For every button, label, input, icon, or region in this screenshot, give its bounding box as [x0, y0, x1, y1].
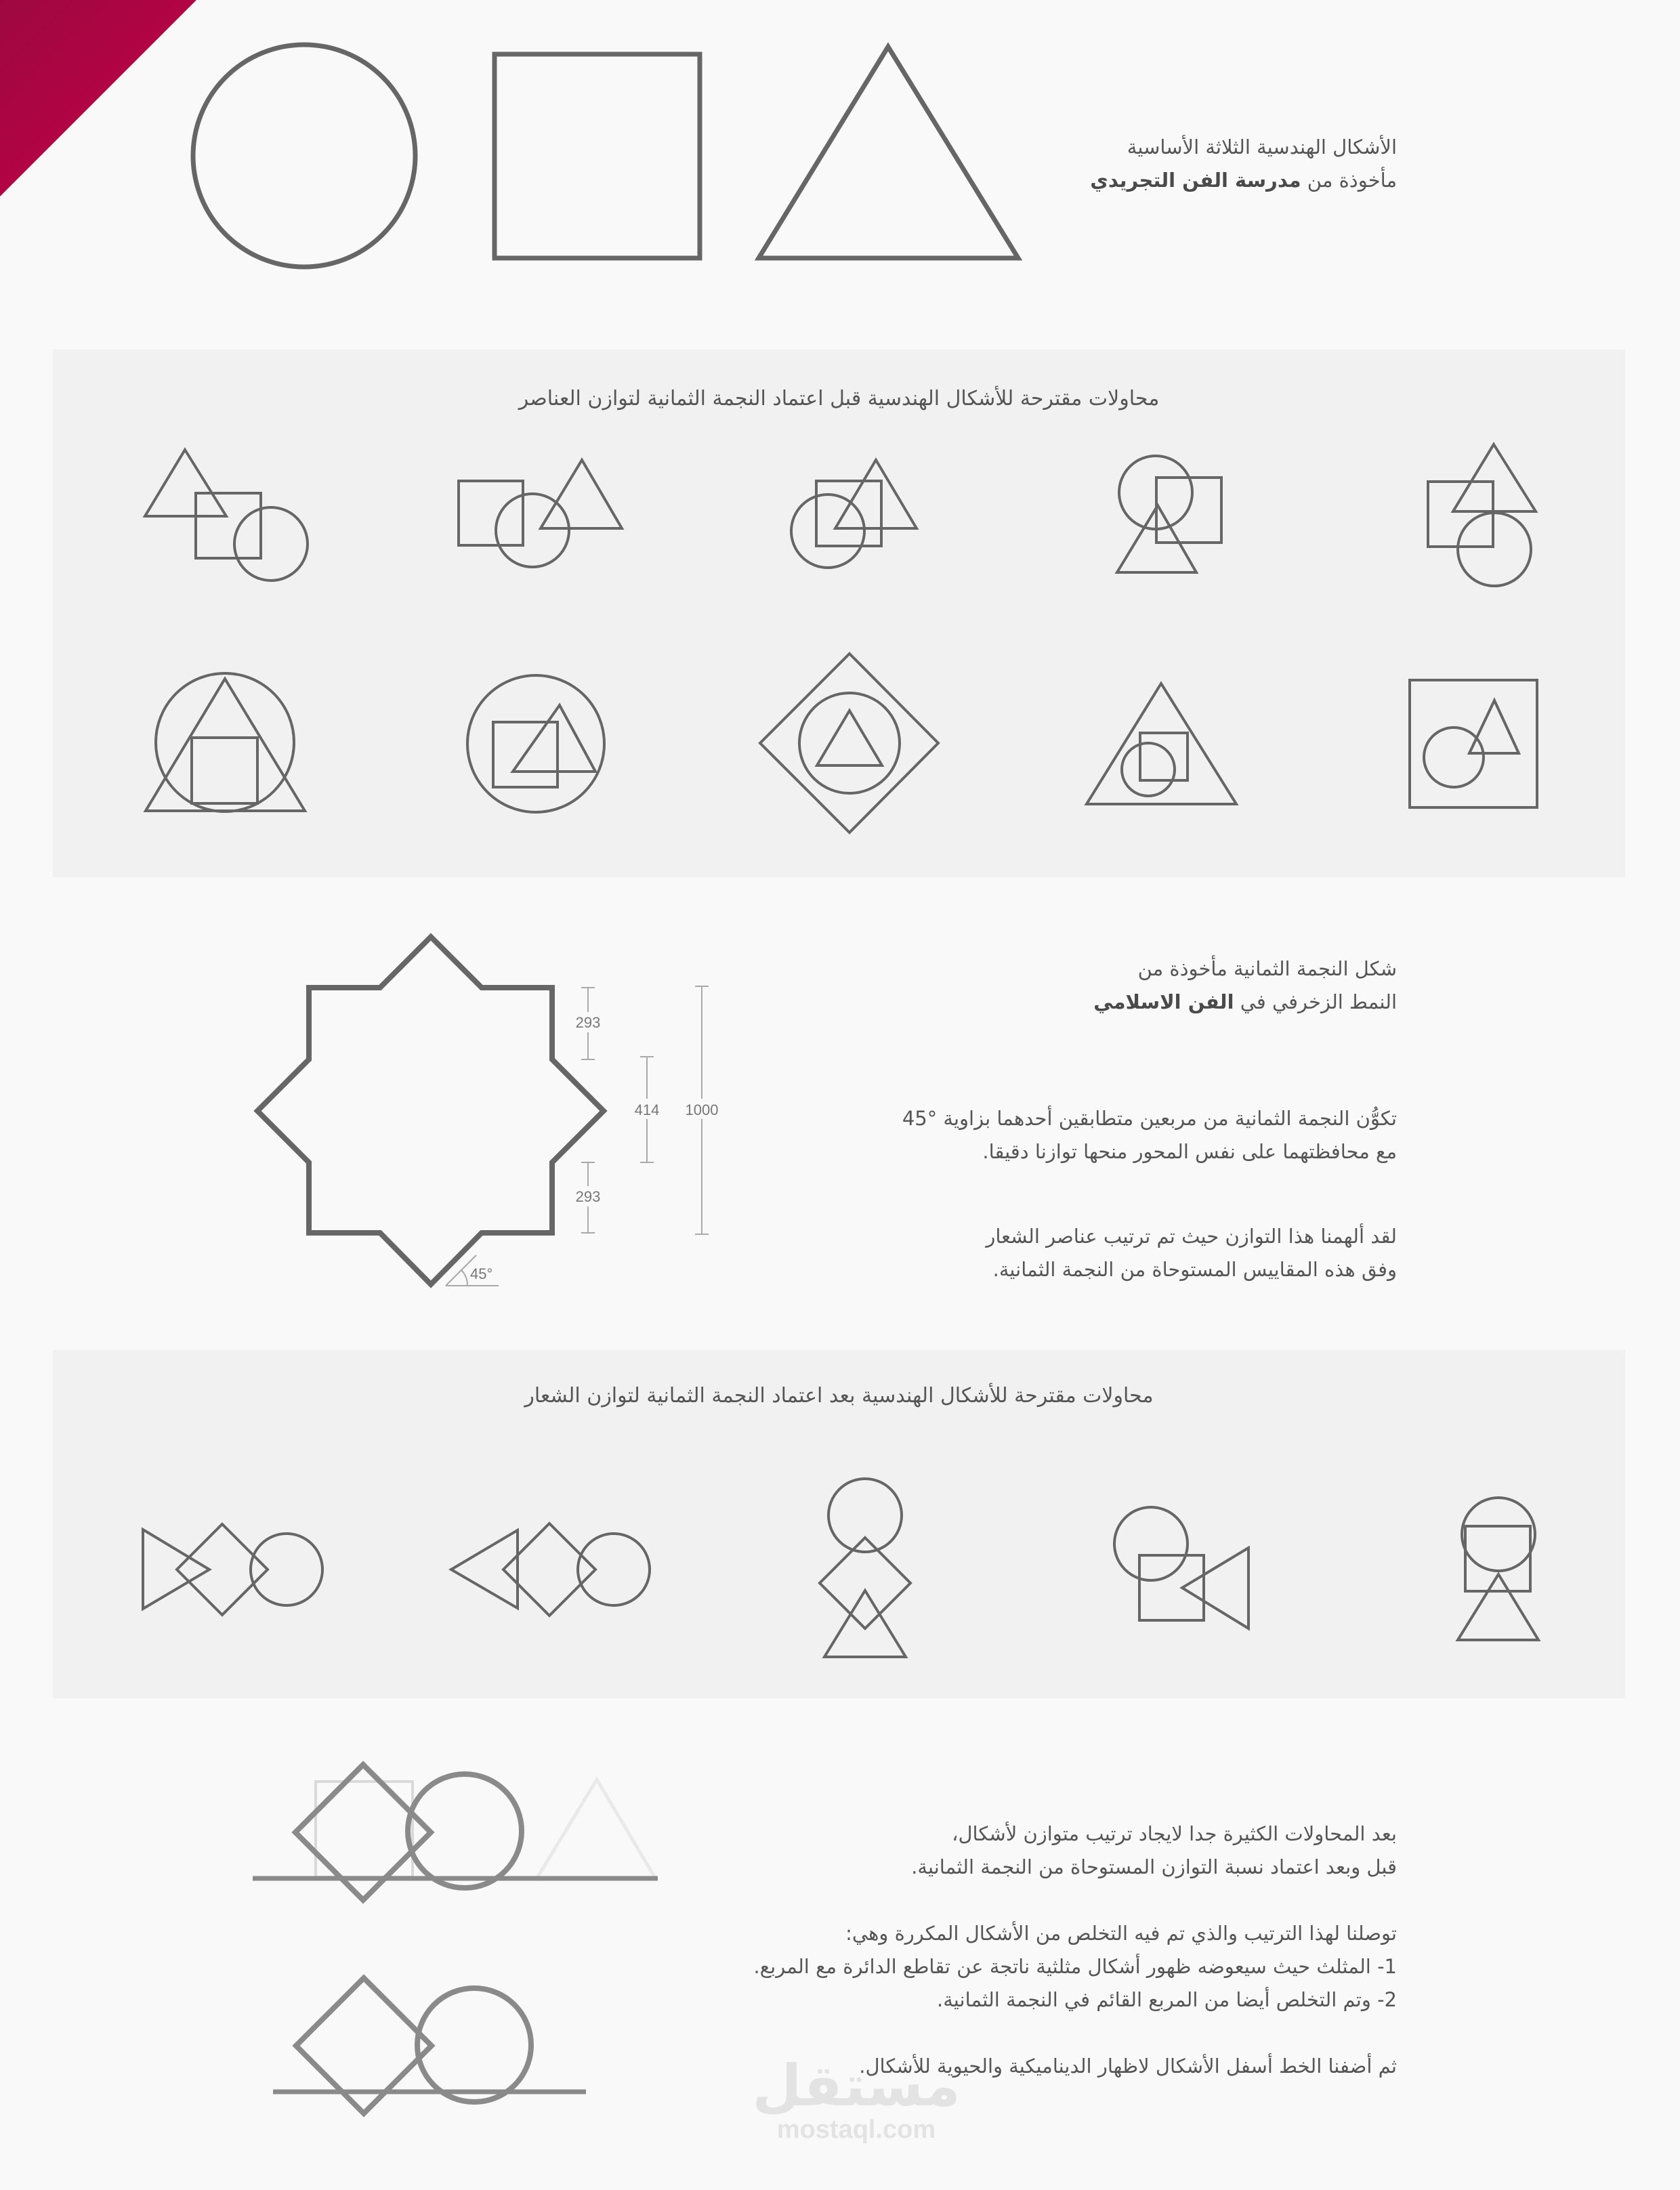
conclusion-line-1: بعد المحاولات الكثيرة جدا لايجاد ترتيب متوازن لأشكال،: [952, 1822, 1397, 1845]
star-para2-line-2: مع محافظتهما على نفس المحور منحها توازنا دقيقا.: [982, 1140, 1397, 1163]
dim-bottom-label: 293: [575, 1188, 601, 1205]
panel-before-title: محاولات مقترحة للأشكال الهندسية قبل اعتماد النجمة الثمانية لتوازن العناصر: [518, 387, 1160, 410]
conclusion-line-5: 2- وتم التخلص أيضا من المربع القائم في النجمة الثمانية.: [937, 1988, 1397, 2011]
dim-middle-label: 414: [634, 1101, 660, 1118]
star-line-2-prefix: النمط الزخرفي في: [1234, 990, 1397, 1013]
intro-line-2-prefix: مأخوذة من: [1301, 169, 1397, 192]
star-line-2-bold: الفن الاسلامي: [1093, 990, 1234, 1013]
intro-line-1: الأشكال الهندسية الثلاثة الأساسية: [1127, 135, 1397, 159]
conclusion-line-3: توصلنا لهذا الترتيب والذي تم فيه التخلص من الأشكال المكررة وهي:: [845, 1922, 1397, 1945]
star-line-1: شكل النجمة الثمانية مأخوذة من: [1137, 957, 1397, 980]
watermark-latin: mostaql.com: [776, 2115, 936, 2144]
conclusion-line-6: ثم أضفنا الخط أسفل الأشكال لاظهار الديناميكية والحيوية للأشكال.: [859, 2055, 1397, 2078]
panel-after-title: محاولات مقترحة للأشكال الهندسية بعد اعتماد النجمة الثمانية لتوازن الشعار: [524, 1384, 1154, 1408]
dim-top-label: 293: [575, 1014, 601, 1031]
dim-total-label: 1000: [685, 1101, 719, 1118]
conclusion-line-4: 1- المثلث حيث سيعوضه ظهور أشكال مثلثية ناتجة عن تقاطع الدائرة مع المربع.: [753, 1955, 1397, 1978]
watermark-arabic: مستقل: [752, 2052, 961, 2119]
angle-label: 45°: [470, 1265, 493, 1282]
star-para3-line-2: وفق هذه المقاييس المستوحاة من النجمة الثمانية.: [992, 1258, 1397, 1281]
star-para3-line-1: لقد ألهمنا هذا التوازن حيث تم ترتيب عناصر الشعار: [986, 1225, 1397, 1248]
intro-line-2-bold: مدرسة الفن التجريدي: [1090, 169, 1301, 192]
star-para2-line-1: تكوُّن النجمة الثمانية من مربعين متطابقين أحدهما بزاوية °45: [902, 1107, 1397, 1130]
conclusion-line-2: قبل وبعد اعتماد نسبة التوازن المستوحاة من النجمة الثمانية.: [911, 1855, 1397, 1878]
